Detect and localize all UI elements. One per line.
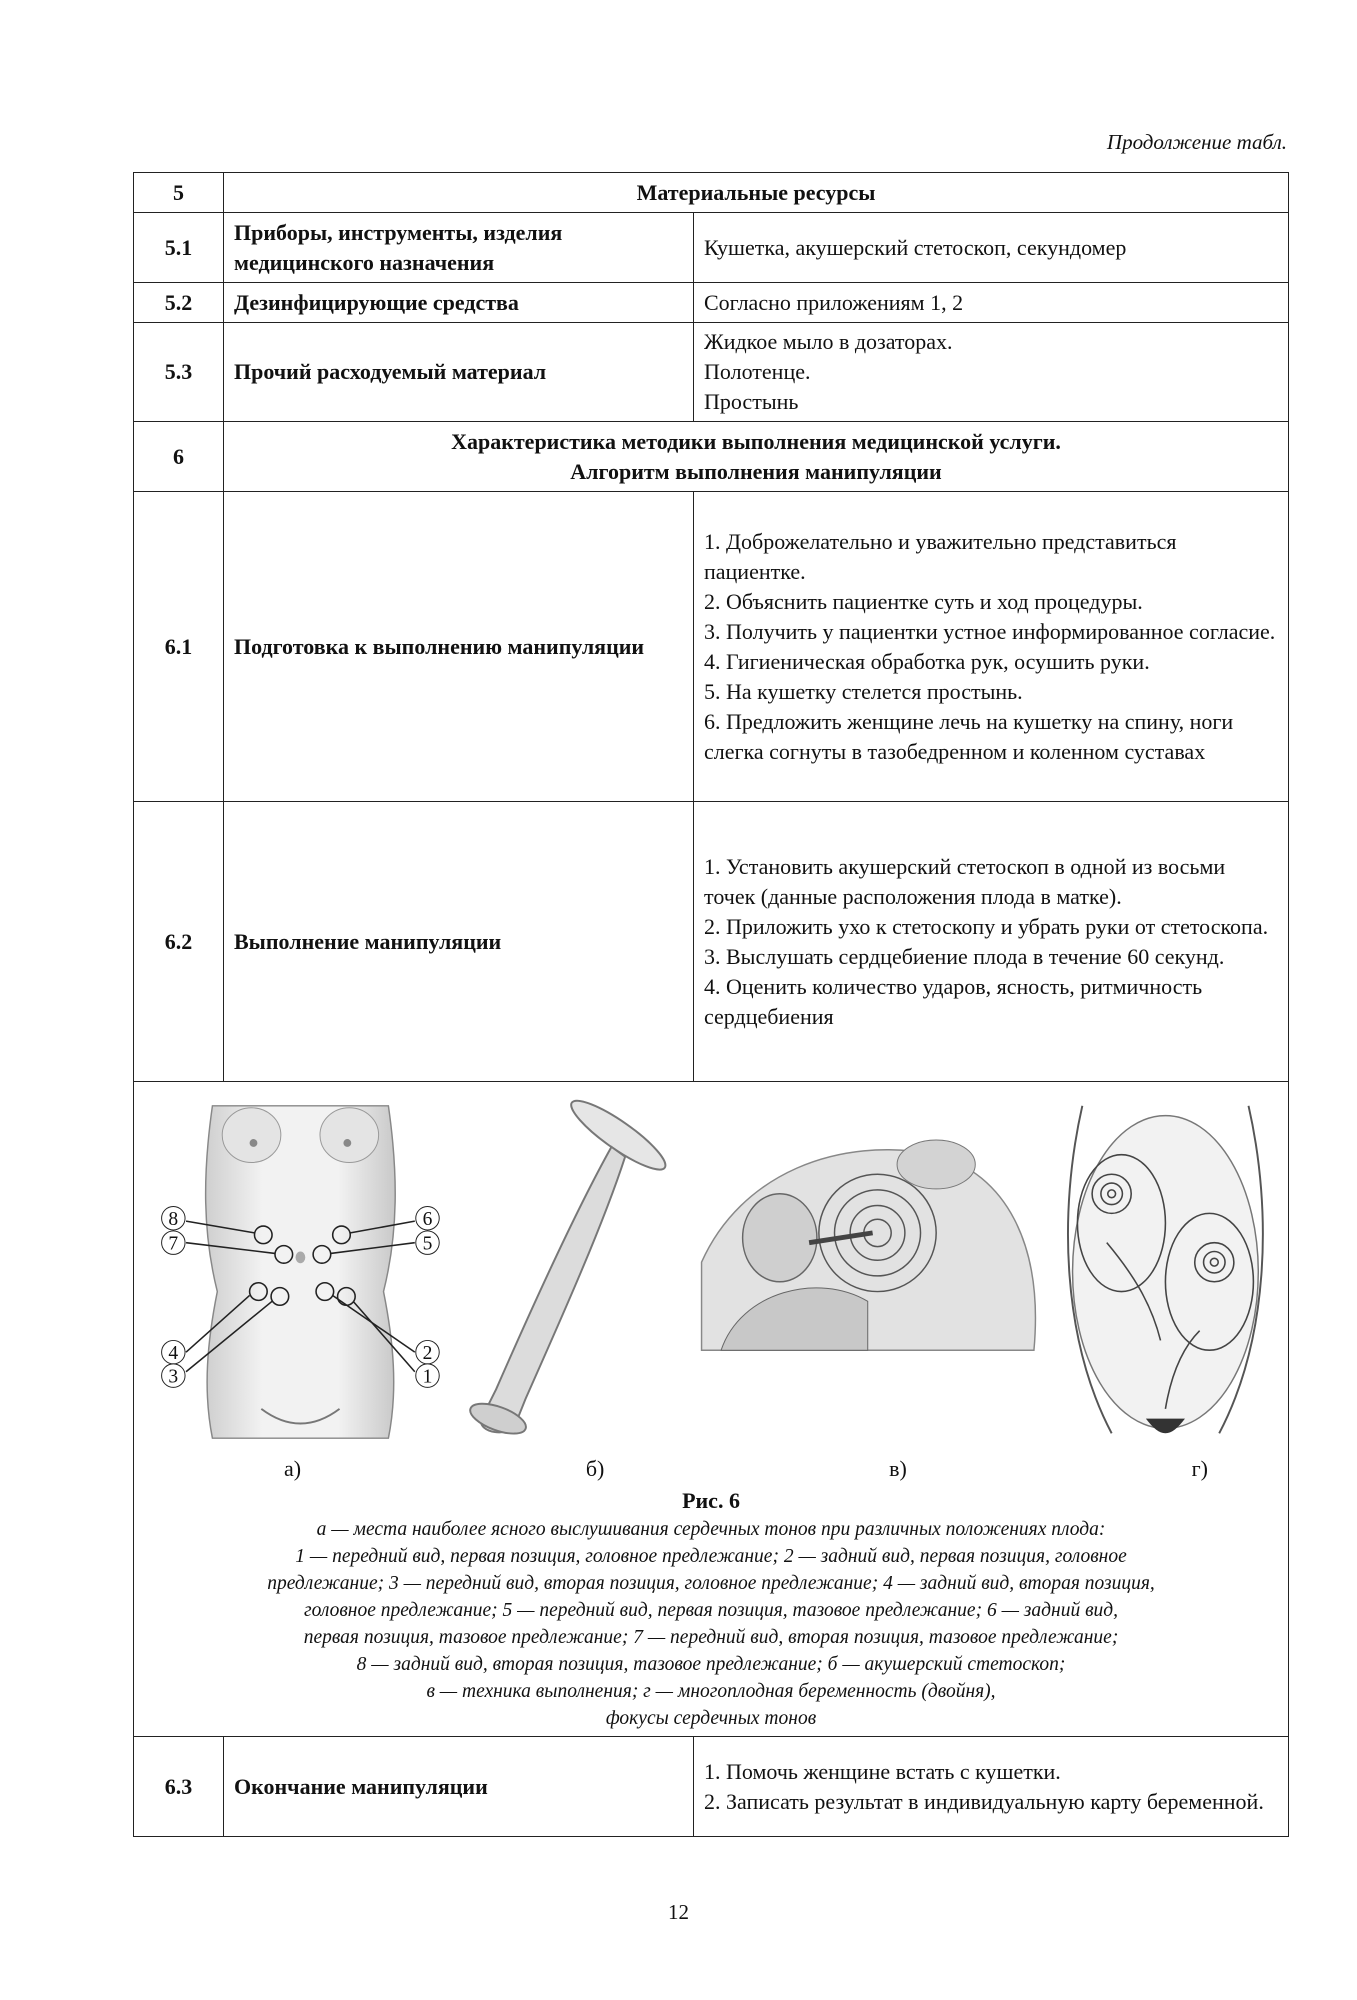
legend-line: в — техника выполнения; г — многоплодная беременность (двойня), bbox=[426, 1681, 996, 1702]
section-title bbox=[224, 422, 1289, 492]
table-row bbox=[134, 422, 1289, 492]
row-label: Окончание манипуляции bbox=[224, 1737, 694, 1837]
point-label: 2 bbox=[422, 1343, 433, 1365]
row-value bbox=[694, 323, 1289, 422]
figure-legend bbox=[134, 1516, 1288, 1732]
step-line: 1. Установить акушерский стетоскоп в одной из восьми точек (данные расположения плода в матке). bbox=[704, 853, 1226, 909]
row-value bbox=[694, 492, 1289, 802]
value-line: Полотенце. bbox=[704, 359, 811, 384]
legend-line: первая позиция, тазовое предлежание; 7 — передний вид, вторая позиция, тазовое предлежание; bbox=[303, 1627, 1119, 1648]
step-line: 4. Оценить количество ударов, ясность, ритмичность сердцебиения bbox=[704, 973, 1203, 1029]
point-label: 7 bbox=[168, 1233, 179, 1255]
row-value bbox=[694, 1737, 1289, 1837]
row-label: Подготовка к выполнению манипуляции bbox=[224, 492, 694, 802]
row-value bbox=[694, 802, 1289, 1082]
section-title-line: Характеристика методики выполнения медицинской услуги. bbox=[451, 428, 1061, 454]
row-label: Прочий расходуемый материал bbox=[224, 323, 694, 422]
legend-line: 1 — передний вид, первая позиция, головное предлежание; 2 — задний вид, первая позиция, головное bbox=[295, 1546, 1127, 1567]
row-number: 6 bbox=[134, 422, 224, 492]
continuation-label: Продолжение табл. bbox=[1106, 130, 1287, 154]
table-row bbox=[134, 283, 1289, 323]
step-line: 3. Выслушать сердцебиение плода в течение 60 секунд. bbox=[704, 943, 1225, 969]
table-row bbox=[134, 173, 1289, 213]
step-line: 2. Записать результат в индивидуальную карту беременной. bbox=[704, 1788, 1264, 1814]
torso-auscultation-illustration bbox=[144, 1092, 457, 1452]
row-label: Приборы, инструменты, изделия медицинского назначения bbox=[224, 213, 694, 283]
point-label: 4 bbox=[168, 1343, 179, 1365]
section-title-line: Алгоритм выполнения манипуляции bbox=[570, 458, 942, 484]
subfigure-label: а) bbox=[284, 1456, 302, 1481]
step-line: 5. На кушетку стелется простынь. bbox=[704, 678, 1023, 704]
step-line: 3. Получить у пациентки устное информированное согласие. bbox=[704, 618, 1276, 644]
figure-images bbox=[134, 1092, 1288, 1452]
twins-heart-foci-illustration bbox=[1053, 1092, 1278, 1452]
point-label: 1 bbox=[422, 1366, 433, 1388]
row-number: 6.3 bbox=[134, 1737, 224, 1837]
stethoscope-icon bbox=[457, 1092, 682, 1452]
step-line: 1. Доброжелательно и уважительно представиться пациентке. bbox=[704, 528, 1177, 584]
step-line: 2. Объяснить пациентке суть и ход процедуры. bbox=[704, 588, 1143, 614]
row-number: 5 bbox=[134, 173, 224, 213]
step-line: 4. Гигиеническая обработка рук, осушить руки. bbox=[704, 648, 1150, 674]
legend-line: 8 — задний вид, вторая позиция, тазовое предлежание; б — акушерский стетоскоп; bbox=[356, 1654, 1066, 1675]
step-line: 2. Приложить ухо к стетоскопу и убрать руки от стетоскопа. bbox=[704, 913, 1269, 939]
table-row bbox=[134, 213, 1289, 283]
row-number: 5.2 bbox=[134, 283, 224, 323]
point-label: 6 bbox=[422, 1209, 433, 1231]
figure-caption: Рис. 6 bbox=[682, 1488, 740, 1513]
row-number: 6.1 bbox=[134, 492, 224, 802]
row-number: 5.1 bbox=[134, 213, 224, 283]
value-line: Простынь bbox=[704, 389, 799, 414]
legend-line: предлежание; 3 — передний вид, вторая позиция, головное предлежание; 4 — задний вид, вторая позиция, bbox=[267, 1573, 1155, 1594]
row-label: Дезинфицирующие средства bbox=[224, 283, 694, 323]
step-line: 6. Предложить женщине лечь на кушетку на спину, ноги слегка согнуты в тазобедренном и коленном суставах bbox=[704, 708, 1234, 764]
section-title: Материальные ресурсы bbox=[224, 173, 1289, 213]
page-number: 12 bbox=[668, 1900, 689, 1924]
subfigure-label: б) bbox=[585, 1456, 605, 1481]
figure-cell bbox=[134, 1082, 1289, 1737]
subfigure-label: г) bbox=[1191, 1456, 1208, 1481]
point-label: 8 bbox=[168, 1209, 179, 1231]
legend-line: фокусы сердечных тонов bbox=[605, 1708, 817, 1729]
legend-line: а — места наиболее ясного выслушивания сердечных тонов при различных положениях плода: bbox=[316, 1519, 1106, 1540]
point-label: 5 bbox=[422, 1233, 433, 1255]
row-number: 5.3 bbox=[134, 323, 224, 422]
row-number: 6.2 bbox=[134, 802, 224, 1082]
legend-line: головное предлежание; 5 — передний вид, первая позиция, тазовое предлежание; 6 — задний вид, bbox=[303, 1600, 1119, 1621]
subfigure-label: в) bbox=[889, 1456, 907, 1481]
table-row bbox=[134, 323, 1289, 422]
technique-illustration bbox=[682, 1092, 1053, 1452]
value-line: Жидкое мыло в дозаторах. bbox=[704, 329, 953, 354]
table-row bbox=[134, 1737, 1289, 1837]
table-row bbox=[134, 492, 1289, 802]
table-row bbox=[134, 802, 1289, 1082]
step-line: 1. Помочь женщине встать с кушетки. bbox=[704, 1758, 1061, 1784]
row-label: Выполнение манипуляции bbox=[224, 802, 694, 1082]
row-value: Кушетка, акушерский стетоскоп, секундомер bbox=[694, 213, 1289, 283]
row-value: Согласно приложениям 1, 2 bbox=[694, 283, 1289, 323]
subfigure-labels bbox=[134, 1454, 1288, 1484]
procedure-table bbox=[133, 172, 1289, 1837]
point-label: 3 bbox=[168, 1366, 179, 1388]
figure-row bbox=[134, 1082, 1289, 1737]
